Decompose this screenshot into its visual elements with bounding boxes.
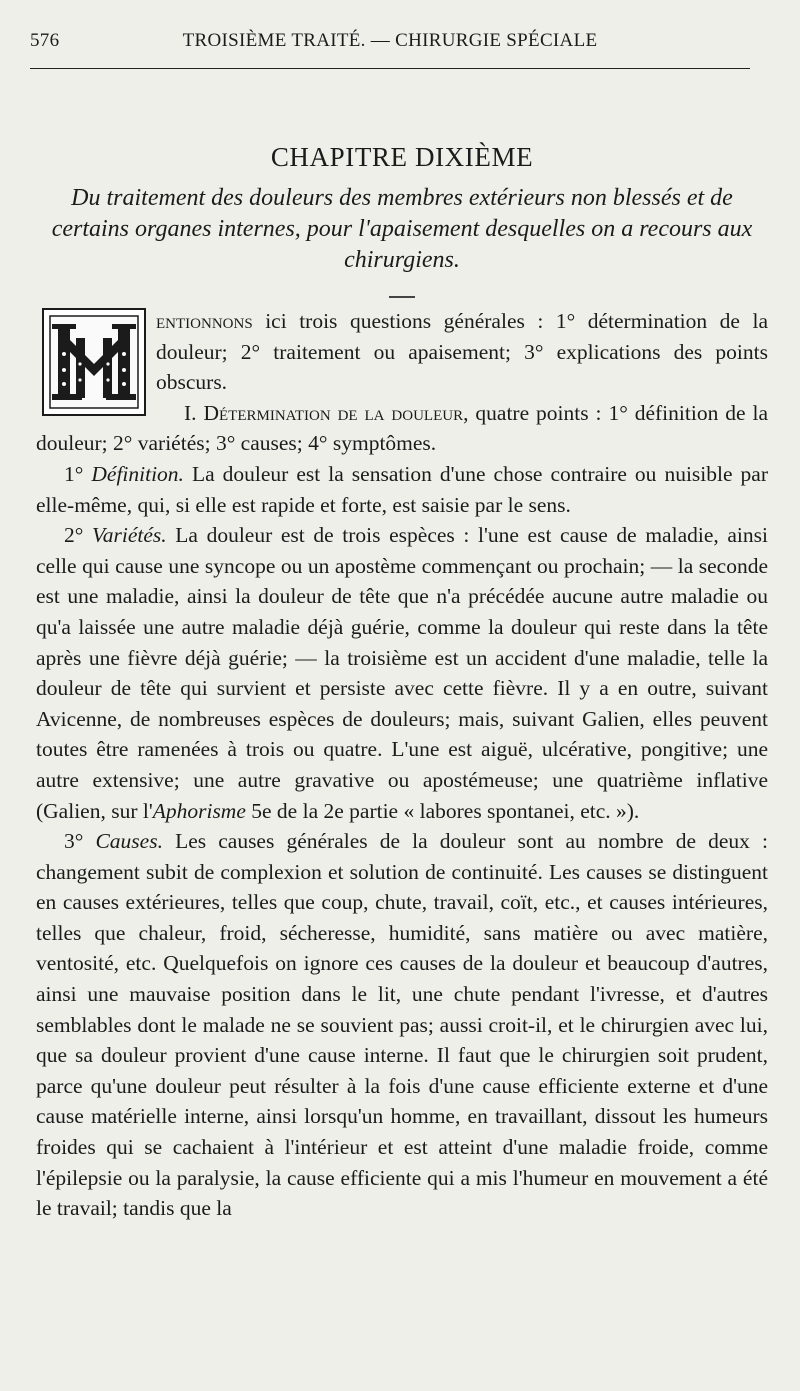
ornamental-initial-icon [42, 308, 146, 416]
section-number: I. [184, 400, 204, 425]
ornament-dash [389, 296, 415, 298]
page-number: 576 [30, 30, 60, 51]
chapter-subtitle: Du traitement des douleurs des membres extérieurs non blessés et de certains organes internes, pour l'apaisement desquelles on a recours aux chirurgiens. [51, 185, 753, 273]
header-rule [30, 68, 750, 69]
body-text [36, 306, 768, 1224]
item-number: 1° [64, 461, 92, 486]
item-term: Définition. [91, 461, 184, 486]
item-text-continued: 5e de la 2e partie « labores spontanei, etc. »). [245, 798, 640, 823]
lead-in-word: entionnons [156, 309, 253, 333]
item-number: 2° [64, 523, 92, 548]
item-text: La douleur est la sensation d'une chose contraire ou nuisible par elle-même, qui, si elle est rapide et forte, est saisie par le sens. [36, 461, 768, 517]
item-term: Causes. [95, 829, 163, 854]
dropcap-m-icon [48, 314, 140, 410]
running-title: TROISIÈME TRAITÉ. — CHIRURGIE SPÉCIALE [182, 30, 598, 51]
text-column [36, 142, 768, 1224]
item-term: Variétés. [91, 523, 167, 548]
intro-paragraph [36, 306, 768, 398]
item-text: La douleur est de trois espèces : l'une est cause de maladie, ainsi celle qui cause une syncope ou un apostème commençant ou prochain; — la seconde est une maladie, ainsi la douleur de tête que n'a précédée aucune autre maladie ou qu'a laissée une autre maladie déjà guérie, comme la douleur qui reste dans la tête après une fièvre déjà guérie; — la troisième est un accident d'une maladie, telle la douleur de tête qui survient et persiste avec cette fièvre. Il y a en outre, suivant Avicenne, de nombreuses espèces de douleurs; mais, suivant Galien, elles peuvent toutes être ramenées à trois ou quatre. L'une est aiguë, ulcérative, pongitive; une autre extensive; une autre gravative ou apostémeuse; une quatrième inflative (Galien, sur l' [36, 523, 768, 823]
section-text: , quatre points : 1° définition de la douleur; 2° variétés; 3° causes; 4° symptômes. [36, 400, 768, 456]
item-text: Les causes générales de la douleur sont au nombre de deux : changement subit de complexion et solution de continuité. Les causes se distinguent en causes extérieures, telles que coup, chute, travail, coït, etc., et causes intérieures, telles que chaleur, froid, sécheresse, humidité, sans matière ou avec matière, ventosité, etc. Quelquefois on ignore ces causes de la douleur et beaucoup d'autres, ainsi une mauvaise position dans le lit, une chute pendant l'ivresse, et d'autres semblables dont le malade ne se souvient pas; aussi croit-il, et le chirurgien avec lui, que sa douleur provient d'une cause interne. Il faut que le chirurgien soit prudent, parce qu'une douleur peut résulter à la fois d'une cause efficiente externe et d'une cause matérielle interne, ainsi lorsqu'un homme, en travaillant, dissout les humeurs froides qui se cachaient à l'intérieur et est atteint d'une maladie froide, comme l'épilepsie ou la paralysie, la cause efficiente qui a mis l'humeur en mouvement a été le travail; tandis que la [36, 829, 768, 1221]
definition-paragraph [36, 459, 768, 520]
chapter-title: CHAPITRE DIXIÈME [270, 142, 534, 172]
section-heading: Détermination de la douleur [203, 400, 464, 425]
intro-text: ici trois questions générales : 1° détermination de la douleur; 2° traitement ou apaisement; 3° explications des points obscurs. [156, 309, 768, 395]
causes-paragraph [36, 826, 768, 1224]
cited-work: Aphorisme [152, 798, 246, 823]
varietes-paragraph [36, 520, 768, 826]
item-number: 3° [64, 829, 96, 854]
